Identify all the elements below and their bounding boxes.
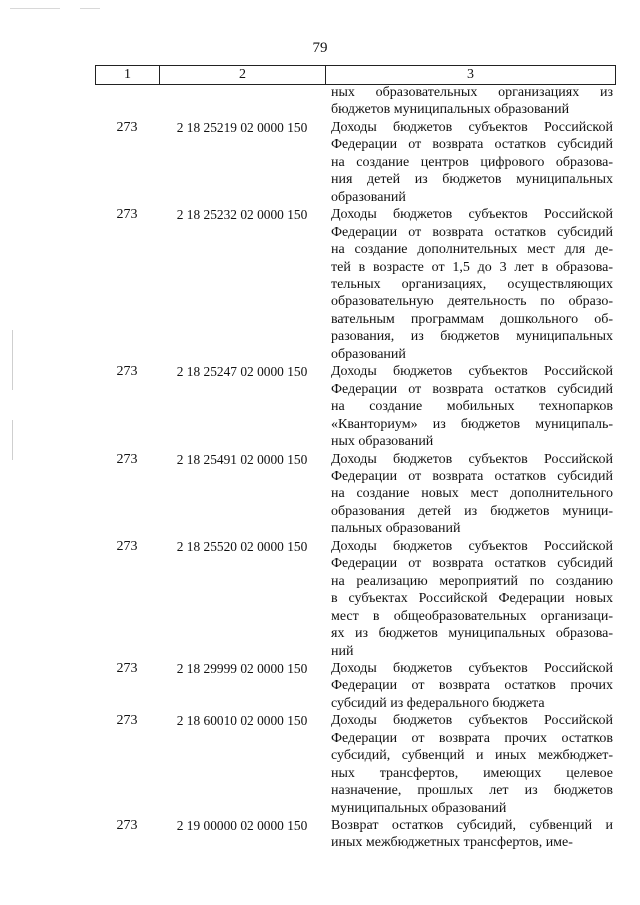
description-line: ях из бюджетов муниципальных образова- — [331, 626, 613, 642]
description-cell — [331, 119, 613, 206]
description-line: пальных образований — [331, 521, 461, 537]
column-header-1: 1 — [96, 66, 160, 84]
description-line: на создание центров цифрового образова- — [331, 154, 613, 170]
description-line: Федерации от возврата остатков субсидий — [331, 468, 613, 484]
table-row — [95, 119, 616, 206]
description-line: Федерации от возврата остатков субсидий — [331, 224, 613, 240]
table-row — [95, 538, 616, 660]
admin-code-cell: 273 — [116, 207, 138, 223]
description-line: иных межбюджетных трансфертов, име- — [331, 835, 573, 851]
admin-code-cell: 273 — [116, 818, 138, 834]
page-number: 79 — [312, 40, 328, 56]
description-line: ных образовательных организациях из — [331, 85, 613, 100]
description-line: Федерации от возврата прочих остатков — [331, 730, 613, 746]
description-cell — [331, 363, 613, 450]
description-line: ных образований — [331, 434, 434, 450]
description-line: образования детей из бюджетов муници- — [331, 503, 613, 519]
budget-code-cell: 2 18 25520 02 0000 150 — [176, 538, 308, 554]
table-row — [95, 363, 616, 450]
budget-code-cell: 2 18 25232 02 0000 150 — [176, 207, 308, 223]
description-line: разования, из бюджетов муниципальных — [331, 329, 613, 345]
description-line: образовательную деятельность по образо- — [331, 294, 613, 310]
description-line: Доходы бюджетов субъектов Российской — [331, 538, 613, 554]
table-row — [95, 817, 616, 852]
budget-code-cell: 2 18 29999 02 0000 150 — [176, 660, 308, 676]
description-line: образований — [331, 189, 406, 205]
description-line: субсидий из федерального бюджета — [331, 695, 545, 711]
description-line: Доходы бюджетов субъектов Российской — [331, 364, 613, 380]
admin-code-cell: 273 — [116, 119, 138, 135]
description-line: Федерации от возврата остатков прочих — [331, 678, 613, 694]
scan-edge-mark — [12, 420, 13, 460]
table-body — [95, 84, 616, 852]
description-cell — [331, 84, 613, 119]
description-line: Доходы бюджетов субъектов Российской — [331, 660, 613, 676]
description-line: ния детей из бюджетов муниципальных — [331, 172, 613, 188]
column-header-2: 2 — [160, 66, 326, 84]
budget-code-cell: 2 18 25491 02 0000 150 — [176, 451, 308, 467]
description-line: на создание дополнительных мест для де- — [331, 242, 613, 258]
admin-code-cell: 273 — [116, 538, 138, 554]
description-line: тельных организациях, осуществляющих — [331, 276, 613, 292]
admin-code-cell: 273 — [116, 660, 138, 676]
description-cell — [331, 538, 613, 660]
description-line: на создание новых мест дополнительного — [331, 486, 613, 502]
budget-code-cell: 2 18 25247 02 0000 150 — [176, 364, 308, 380]
table-row — [95, 712, 616, 817]
description-line: ных трансфертов, имеющих целевое — [331, 765, 613, 781]
scan-top-mark — [10, 8, 60, 9]
admin-code-cell: 273 — [116, 713, 138, 729]
description-line: муниципальных образований — [331, 800, 507, 816]
table-row — [95, 84, 616, 119]
description-cell — [331, 451, 613, 538]
description-line: «Кванториум» из бюджетов муниципаль- — [331, 416, 613, 432]
description-line: Доходы бюджетов субъектов Российской — [331, 207, 613, 223]
description-line: на реализацию мероприятий по созданию — [331, 573, 613, 589]
description-line: ний — [331, 643, 354, 659]
description-line: Федерации от возврата остатков субсидий — [331, 381, 613, 397]
description-line: вательным программам дошкольного об- — [331, 311, 613, 327]
description-cell — [331, 206, 613, 363]
budget-code-cell: 2 19 00000 02 0000 150 — [176, 818, 308, 834]
description-line: на создание мобильных технопарков — [331, 399, 613, 415]
column-header-3: 3 — [467, 67, 474, 82]
description-cell — [331, 817, 613, 852]
description-cell — [331, 660, 613, 712]
table-header — [95, 65, 616, 85]
description-line: Федерации от возврата остатков субсидий — [331, 556, 613, 572]
table-row — [95, 451, 616, 538]
table-row — [95, 206, 616, 363]
budget-code-cell: 2 18 25219 02 0000 150 — [176, 119, 308, 135]
description-line: Федерации от возврата остатков субсидий — [331, 137, 613, 153]
scan-edge-mark — [12, 330, 13, 390]
description-cell — [331, 712, 613, 817]
description-line: субсидий, субвенций и иных межбюджет- — [331, 748, 613, 764]
description-line: Доходы бюджетов субъектов Российской — [331, 713, 613, 729]
description-line: тей в возрасте от 1,5 до 3 лет в образова- — [331, 259, 613, 275]
description-line: Доходы бюджетов субъектов Российской — [331, 451, 613, 467]
description-line: Доходы бюджетов субъектов Российской — [331, 119, 613, 135]
description-line: мест в общеобразовательных организаци- — [331, 608, 613, 624]
scan-top-mark — [80, 8, 100, 9]
budget-code-cell: 2 18 60010 02 0000 150 — [176, 713, 308, 729]
description-line: в субъектах Российской Федерации новых — [331, 591, 613, 607]
description-line: образований — [331, 346, 406, 362]
admin-code-cell: 273 — [116, 364, 138, 380]
description-line: бюджетов муниципальных образований — [331, 102, 570, 118]
admin-code-cell: 273 — [116, 451, 138, 467]
description-line: Возврат остатков субсидий, субвенций и — [331, 818, 613, 834]
description-line: назначение, прошлых лет из бюджетов — [331, 783, 613, 799]
table-row — [95, 660, 616, 712]
